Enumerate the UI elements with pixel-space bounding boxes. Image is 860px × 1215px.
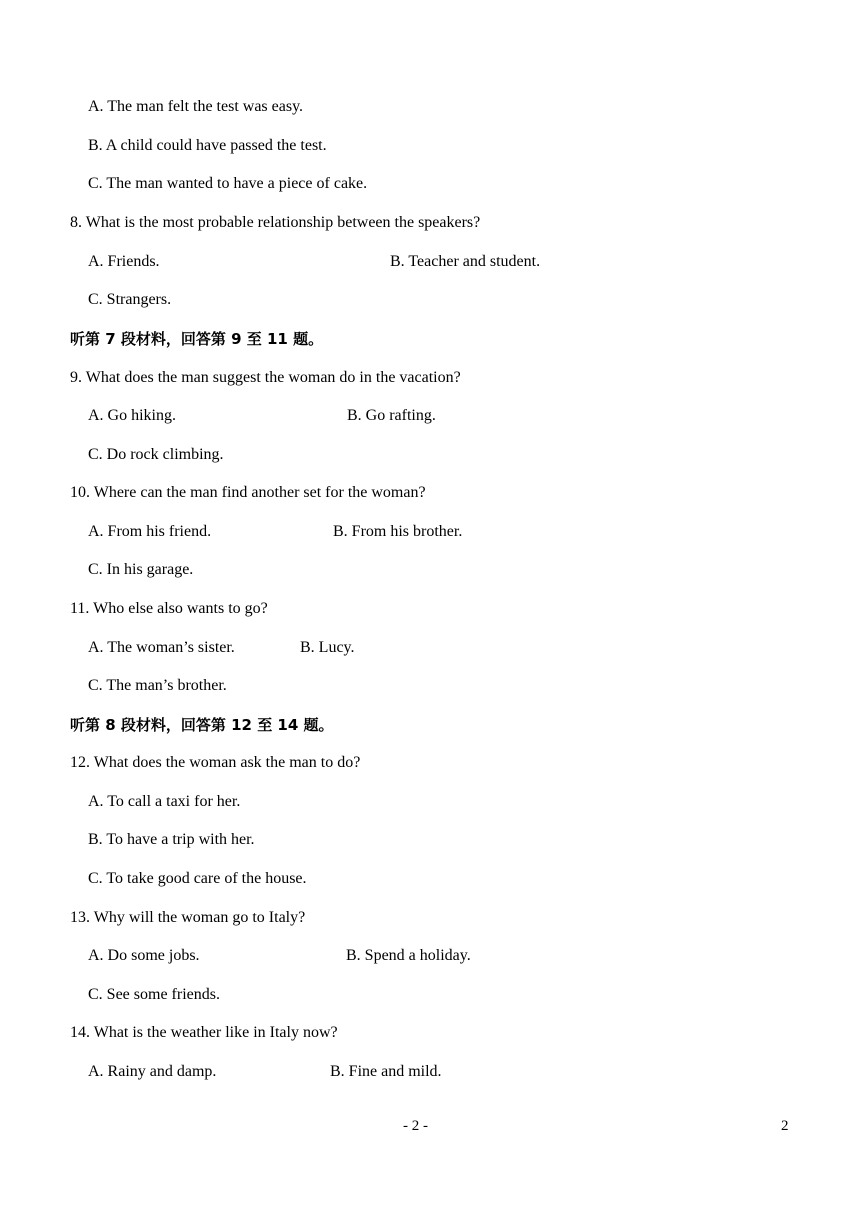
q11-option-b: B. Lucy. [300,639,355,656]
q10-question: 10. Where can the man find another set for the woman? [70,484,426,501]
page-number: 2 [781,1118,789,1134]
q9-option-b: B. Go rafting. [347,407,436,424]
q11-option-a: A. The woman’s sister. [88,639,235,656]
q10-option-a: A. From his friend. [88,523,212,540]
q8-option-b: B. Teacher and student. [390,253,541,270]
q12-option-a: A. To call a taxi for her. [88,793,241,810]
q12-option-c: C. To take good care of the house. [88,870,307,887]
section-8-heading: 听第 8 段材料，回答第 12 至 14 题。 [70,716,334,734]
q8-question: 8. What is the most probable relationship between the speakers? [70,214,481,231]
q14-option-b: B. Fine and mild. [330,1063,442,1080]
q12-option-b: B. To have a trip with her. [88,831,255,848]
q10-option-c: C. In his garage. [88,561,194,578]
q9-question: 9. What does the man suggest the woman do in the vacation? [70,369,461,386]
section-7-heading: 听第 7 段材料，回答第 9 至 11 题。 [70,330,324,348]
q9-option-c: C. Do rock climbing. [88,446,224,463]
q7-option-a: A. The man felt the test was easy. [88,98,304,115]
q11-question: 11. Who else also wants to go? [70,600,268,617]
q13-option-a: A. Do some jobs. [88,947,200,964]
q13-option-b: B. Spend a holiday. [346,947,471,964]
q13-question: 13. Why will the woman go to Italy? [70,909,306,926]
q13-option-c: C. See some friends. [88,986,220,1003]
q8-option-a: A. Friends. [88,253,160,270]
q8-option-c: C. Strangers. [88,291,172,308]
q10-option-b: B. From his brother. [333,523,463,540]
page-footer-label: - 2 - [403,1118,428,1134]
q11-option-c: C. The man’s brother. [88,677,227,694]
q14-question: 14. What is the weather like in Italy now? [70,1024,338,1041]
q7-option-b: B. A child could have passed the test. [88,137,327,154]
q7-option-c: C. The man wanted to have a piece of cake. [88,175,368,192]
q12-question: 12. What does the woman ask the man to do? [70,754,361,771]
q14-option-a: A. Rainy and damp. [88,1063,217,1080]
q9-option-a: A. Go hiking. [88,407,176,424]
